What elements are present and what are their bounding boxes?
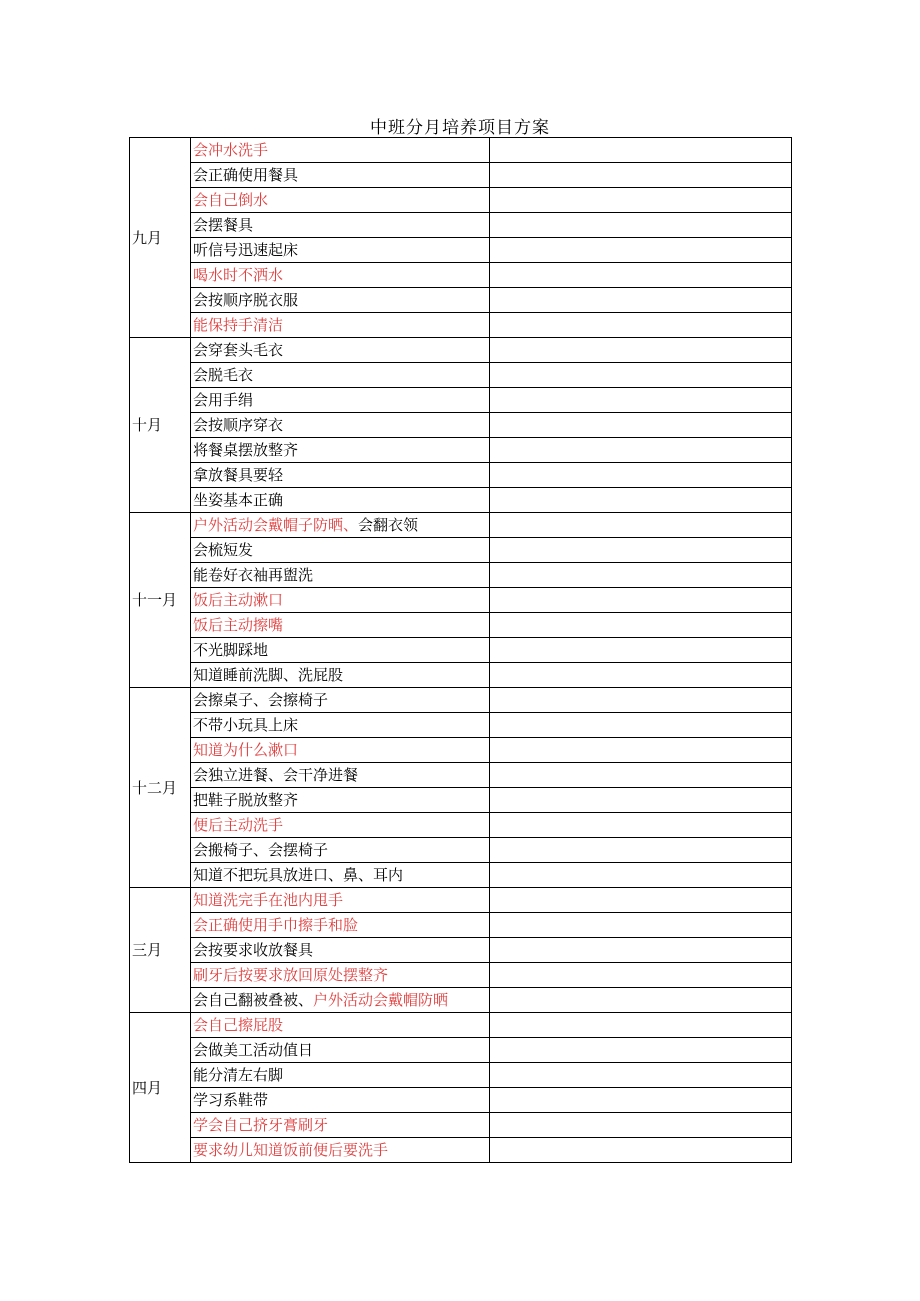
item-text: 能卷好衣袖再盥洗 — [193, 566, 314, 584]
table-row — [130, 738, 792, 763]
item-text: 学习系鞋带 — [193, 1091, 269, 1109]
training-item — [191, 488, 490, 513]
empty-cell — [490, 513, 792, 538]
table-row — [130, 313, 792, 338]
item-text: 会正确使用餐具 — [193, 166, 299, 184]
item-text: 会翻衣领 — [358, 516, 419, 534]
empty-cell — [490, 963, 792, 988]
item-text: 知道不把玩具放进口、鼻、耳内 — [193, 866, 404, 884]
training-item — [191, 438, 490, 463]
empty-cell — [490, 413, 792, 438]
item-text: 会擦桌子、会擦椅子 — [193, 691, 329, 709]
item-text: 户外活动会戴帽子防晒、 — [193, 516, 359, 534]
table-row — [130, 463, 792, 488]
month-label: 三月 — [130, 888, 191, 1013]
training-item — [191, 263, 490, 288]
empty-cell — [490, 213, 792, 238]
training-item — [191, 863, 490, 888]
empty-cell — [490, 563, 792, 588]
item-text: 会穿套头毛衣 — [193, 341, 284, 359]
table-row — [130, 588, 792, 613]
item-text: 听信号迅速起床 — [193, 241, 299, 259]
empty-cell — [490, 138, 792, 163]
training-item — [191, 1038, 490, 1063]
table-row — [130, 813, 792, 838]
empty-cell — [490, 238, 792, 263]
training-item — [191, 238, 490, 263]
item-text: 饭后主动漱口 — [193, 591, 284, 609]
training-item — [191, 613, 490, 638]
empty-cell — [490, 638, 792, 663]
table-row — [130, 988, 792, 1013]
empty-cell — [490, 1038, 792, 1063]
training-item — [191, 1138, 490, 1163]
empty-cell — [490, 838, 792, 863]
training-item — [191, 388, 490, 413]
empty-cell — [490, 288, 792, 313]
table-row — [130, 638, 792, 663]
training-item — [191, 1113, 490, 1138]
item-text: 会自己倒水 — [193, 191, 269, 209]
month-label: 十一月 — [130, 513, 191, 688]
table-row — [130, 1013, 792, 1038]
empty-cell — [490, 588, 792, 613]
month-label: 十月 — [130, 338, 191, 513]
table-row — [130, 138, 792, 163]
item-text: 会梳短发 — [193, 541, 254, 559]
table-row — [130, 1138, 792, 1163]
training-item — [191, 988, 490, 1013]
month-label: 九月 — [130, 138, 191, 338]
training-item — [191, 763, 490, 788]
item-text: 不光脚踩地 — [193, 641, 269, 659]
training-item — [191, 1088, 490, 1113]
table-row — [130, 563, 792, 588]
table-row — [130, 213, 792, 238]
empty-cell — [490, 913, 792, 938]
item-text: 刷牙后按要求放回原处摆整齐 — [193, 966, 389, 984]
table-row — [130, 713, 792, 738]
training-item — [191, 1013, 490, 1038]
table-row — [130, 1063, 792, 1088]
table-row — [130, 263, 792, 288]
training-item — [191, 463, 490, 488]
training-item — [191, 363, 490, 388]
item-text: 知道睡前洗脚、洗屁股 — [193, 666, 344, 684]
month-label: 四月 — [130, 1013, 191, 1163]
training-item — [191, 163, 490, 188]
table-row — [130, 288, 792, 313]
empty-cell — [490, 738, 792, 763]
empty-cell — [490, 538, 792, 563]
item-text: 会自己翻被叠被、 — [193, 991, 314, 1009]
training-item — [191, 538, 490, 563]
table-row — [130, 413, 792, 438]
table-row — [130, 488, 792, 513]
table-row — [130, 163, 792, 188]
item-text: 学会自己挤牙膏刷牙 — [193, 1116, 329, 1134]
empty-cell — [490, 688, 792, 713]
empty-cell — [490, 938, 792, 963]
item-text: 能分清左右脚 — [193, 1066, 284, 1084]
item-text: 会独立进餐、会干净进餐 — [193, 766, 359, 784]
table-row — [130, 1088, 792, 1113]
empty-cell — [490, 438, 792, 463]
item-text: 会按顺序脱衣服 — [193, 291, 299, 309]
item-text: 饭后主动擦嘴 — [193, 616, 284, 634]
item-text: 会冲水洗手 — [193, 141, 269, 159]
item-text: 会摆餐具 — [193, 216, 254, 234]
training-item — [191, 838, 490, 863]
item-text: 坐姿基本正确 — [193, 491, 284, 509]
training-item — [191, 963, 490, 988]
empty-cell — [490, 463, 792, 488]
training-item — [191, 663, 490, 688]
empty-cell — [490, 188, 792, 213]
month-label: 十二月 — [130, 688, 191, 888]
empty-cell — [490, 338, 792, 363]
table-row — [130, 888, 792, 913]
item-text: 会按要求收放餐具 — [193, 941, 314, 959]
table-row — [130, 913, 792, 938]
table-row — [130, 763, 792, 788]
empty-cell — [490, 1013, 792, 1038]
item-text: 会做美工活动值日 — [193, 1041, 314, 1059]
training-item — [191, 888, 490, 913]
table-row — [130, 538, 792, 563]
item-text: 会搬椅子、会摆椅子 — [193, 841, 329, 859]
training-item — [191, 288, 490, 313]
empty-cell — [490, 388, 792, 413]
empty-cell — [490, 663, 792, 688]
training-item — [191, 213, 490, 238]
training-item — [191, 338, 490, 363]
item-text: 会用手绢 — [193, 391, 254, 409]
training-item — [191, 138, 490, 163]
empty-cell — [490, 313, 792, 338]
training-item — [191, 788, 490, 813]
table-row — [130, 338, 792, 363]
table-row — [130, 438, 792, 463]
table-row — [130, 663, 792, 688]
training-item — [191, 738, 490, 763]
table-row — [130, 513, 792, 538]
item-text: 拿放餐具要轻 — [193, 466, 284, 484]
training-item — [191, 813, 490, 838]
item-text: 户外活动会戴帽防晒 — [313, 991, 449, 1009]
table-row — [130, 363, 792, 388]
training-item — [191, 188, 490, 213]
item-text: 能保持手清洁 — [193, 316, 284, 334]
table-row — [130, 388, 792, 413]
empty-cell — [490, 1063, 792, 1088]
training-item — [191, 713, 490, 738]
table-row — [130, 1038, 792, 1063]
training-item — [191, 413, 490, 438]
item-text: 会脱毛衣 — [193, 366, 254, 384]
table-row — [130, 938, 792, 963]
training-item — [191, 638, 490, 663]
table-row — [130, 963, 792, 988]
empty-cell — [490, 1088, 792, 1113]
empty-cell — [490, 863, 792, 888]
item-text: 要求幼儿知道饭前便后要洗手 — [193, 1141, 389, 1159]
item-text: 会正确使用手巾擦手和脸 — [193, 916, 359, 934]
table-row — [130, 238, 792, 263]
item-text: 不带小玩具上床 — [193, 716, 299, 734]
empty-cell — [490, 488, 792, 513]
table-row — [130, 788, 792, 813]
table-row — [130, 188, 792, 213]
table-row — [130, 838, 792, 863]
empty-cell — [490, 763, 792, 788]
empty-cell — [490, 888, 792, 913]
table-row — [130, 688, 792, 713]
training-item — [191, 688, 490, 713]
empty-cell — [490, 613, 792, 638]
empty-cell — [490, 263, 792, 288]
training-item — [191, 588, 490, 613]
page-title: 中班分月培养项目方案 — [370, 118, 550, 138]
plan-table-body — [130, 138, 792, 1163]
training-item — [191, 313, 490, 338]
empty-cell — [490, 713, 792, 738]
item-text: 会自己擦屁股 — [193, 1016, 284, 1034]
table-row — [130, 863, 792, 888]
item-text: 知道为什么漱口 — [193, 741, 299, 759]
item-text: 知道洗完手在池内甩手 — [193, 891, 344, 909]
empty-cell — [490, 1113, 792, 1138]
empty-cell — [490, 813, 792, 838]
training-item — [191, 1063, 490, 1088]
training-plan-table — [129, 137, 792, 1163]
empty-cell — [490, 363, 792, 388]
training-item — [191, 563, 490, 588]
table-row — [130, 613, 792, 638]
item-text: 便后主动洗手 — [193, 816, 284, 834]
empty-cell — [490, 788, 792, 813]
item-text: 喝水时不洒水 — [193, 266, 284, 284]
table-row — [130, 1113, 792, 1138]
empty-cell — [490, 163, 792, 188]
training-item — [191, 913, 490, 938]
training-item — [191, 513, 490, 538]
item-text: 把鞋子脱放整齐 — [193, 791, 299, 809]
empty-cell — [490, 988, 792, 1013]
item-text: 将餐桌摆放整齐 — [193, 441, 299, 459]
training-item — [191, 938, 490, 963]
item-text: 会按顺序穿衣 — [193, 416, 284, 434]
empty-cell — [490, 1138, 792, 1163]
